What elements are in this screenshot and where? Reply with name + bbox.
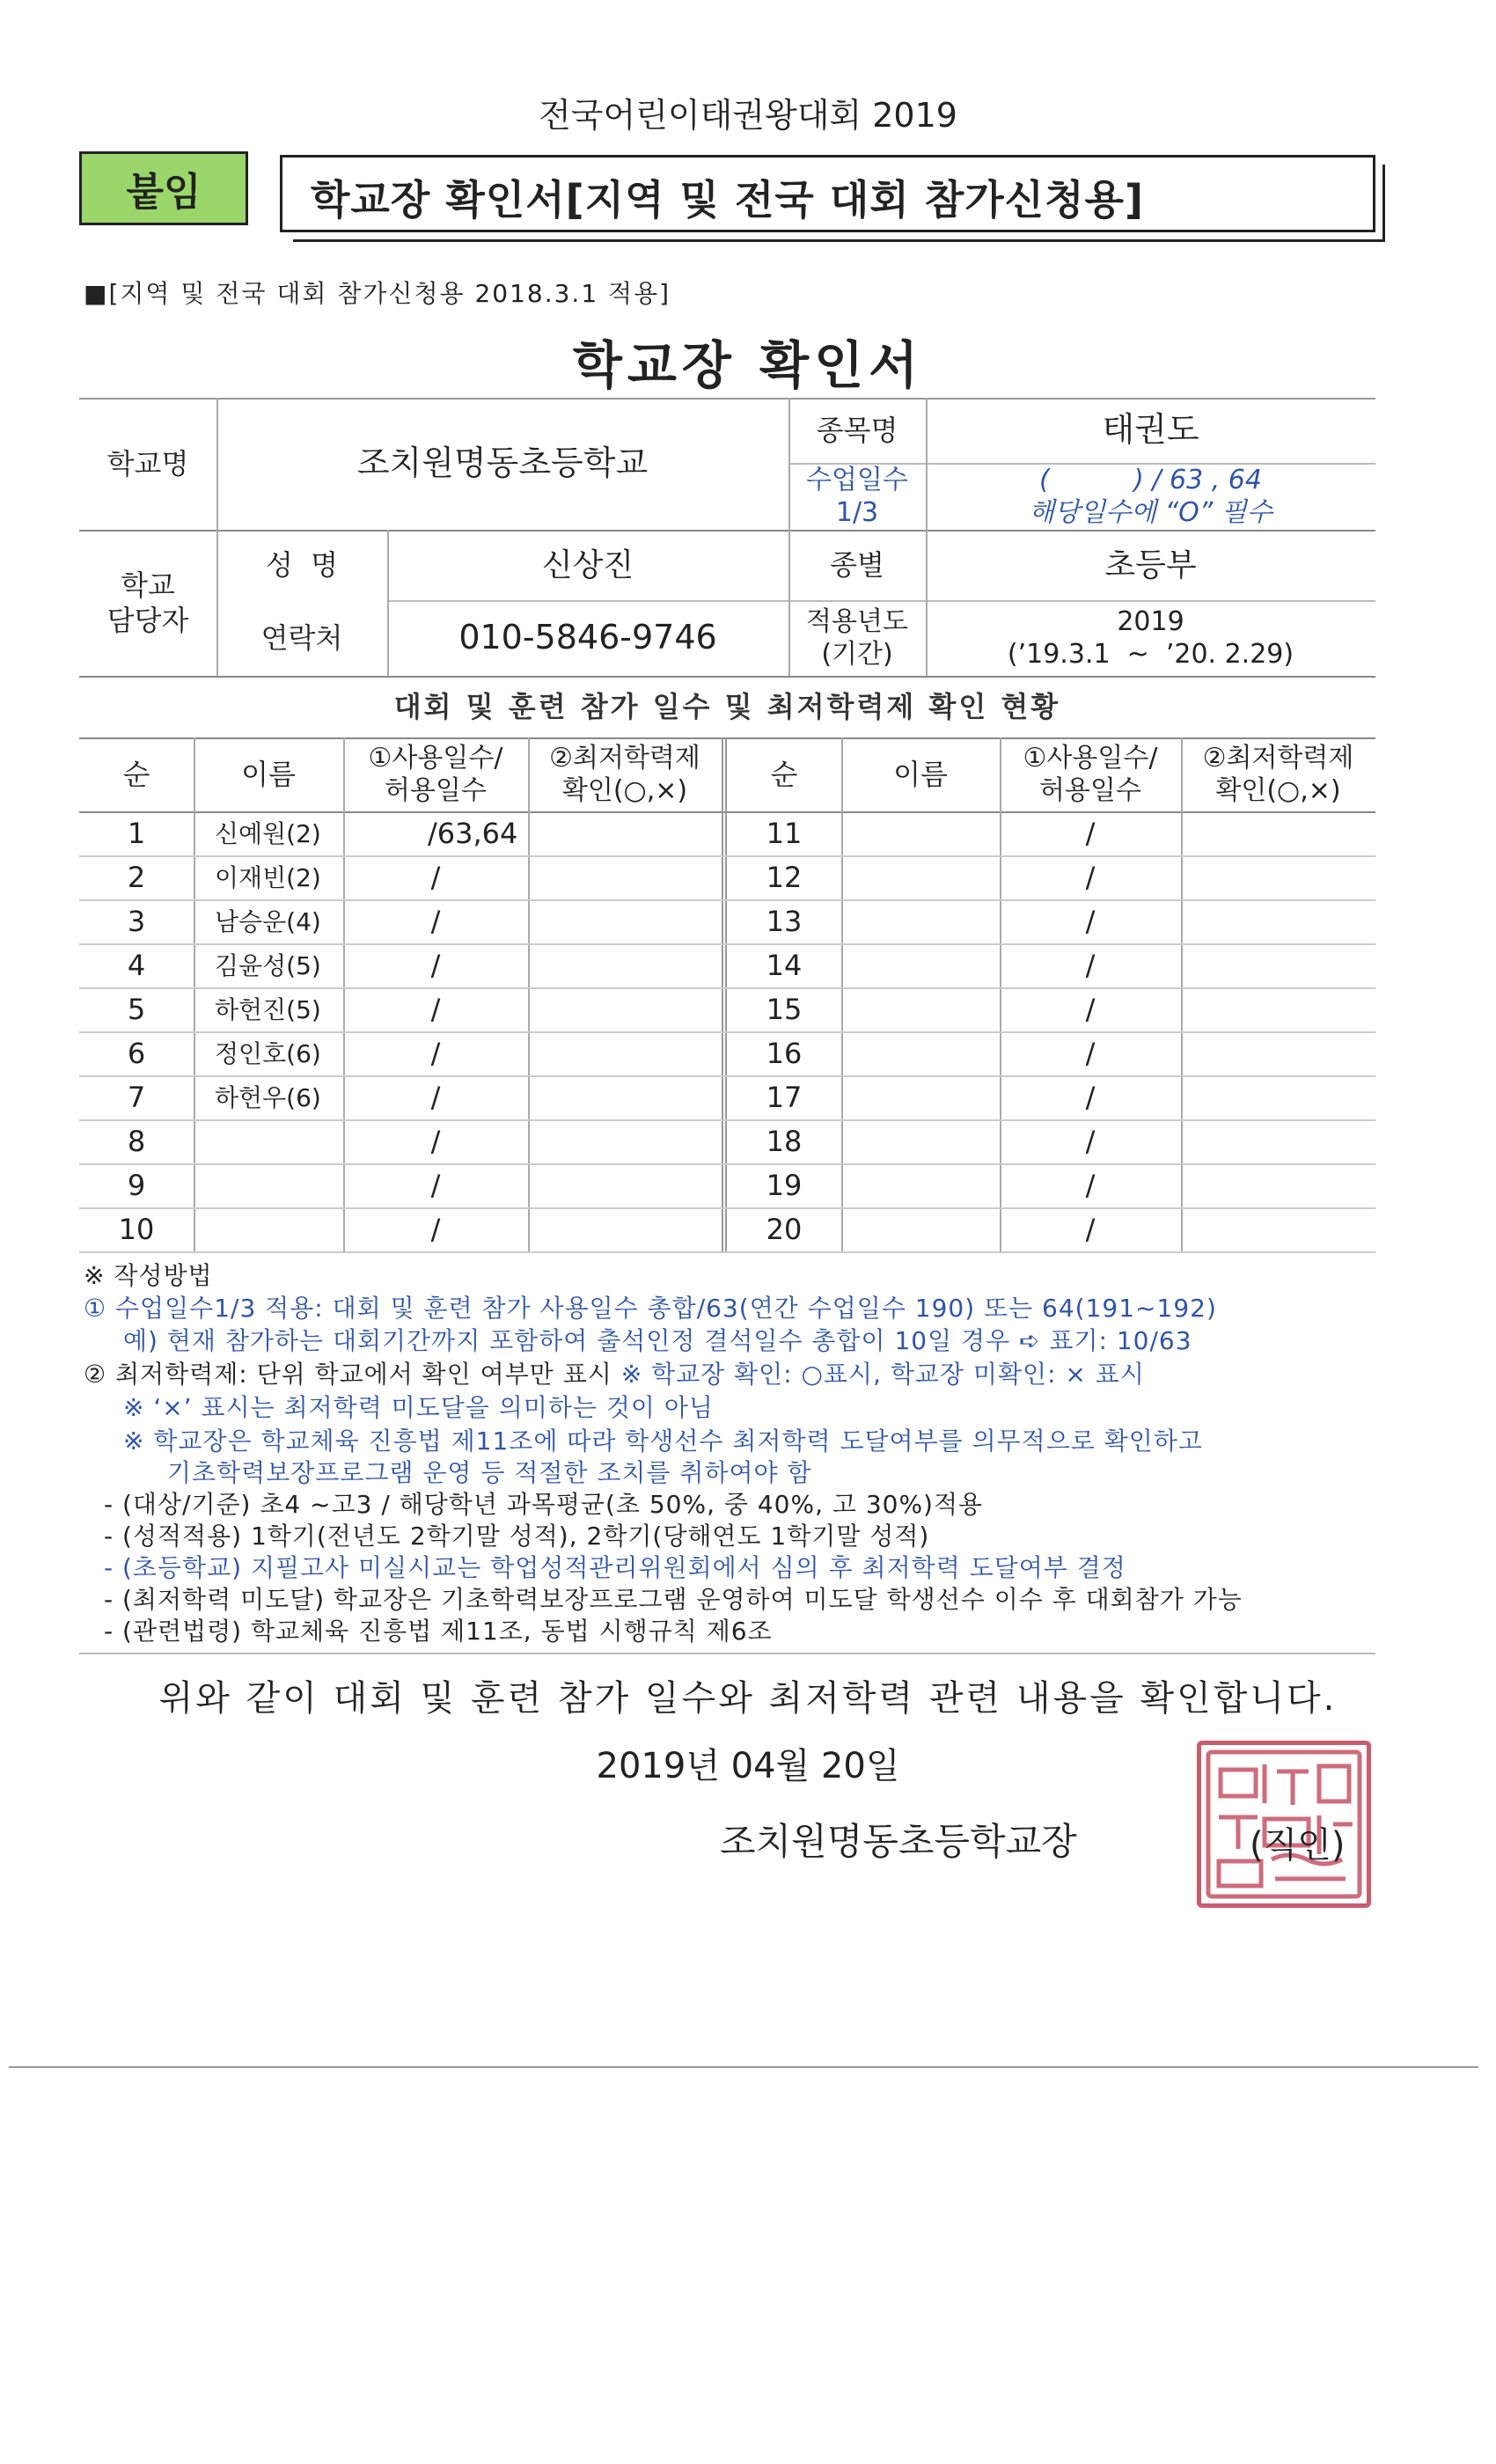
note-1: ① 수업일수1/3 적용: 대회 및 훈련 참가 사용일수 총합/63(연간 수업일수 190) 또는 64(191~192) — [84, 1294, 1217, 1323]
confirm-text: 위와 같이 대회 및 훈련 참가 일수와 최저학력 관련 내용을 확인합니다. — [158, 1678, 1338, 1719]
note-4b: 기초학력보장프로그램 운영 등 적절한 조치를 취하여야 함 — [167, 1458, 812, 1487]
status-cell-days: / — [1085, 993, 1096, 1026]
sport-value: 태권도 — [1102, 410, 1199, 450]
school-label: 학교명 — [106, 447, 189, 480]
status-cell-days: / — [1085, 1213, 1096, 1246]
doc-title: 학교장 확인서 — [572, 335, 924, 395]
col-days-right — [1000, 737, 1181, 811]
doc-reference: ■[지역 및 전국 대회 참가신청용 2018.3.1 적용] — [84, 279, 671, 308]
status-cell-days: / — [1085, 1169, 1096, 1202]
row-divider — [79, 987, 1375, 989]
status-cell-days: / — [1085, 905, 1096, 938]
status-cell-check — [528, 1163, 722, 1207]
status-cell-check — [528, 1119, 722, 1163]
seal-label: (직인) — [1250, 1825, 1346, 1866]
status-cell-name — [841, 855, 1000, 899]
status-cell-check — [528, 943, 722, 987]
status-cell-name — [841, 1075, 1000, 1119]
row-divider — [79, 1075, 1375, 1077]
category-value: 초등부 — [1104, 546, 1197, 583]
status-cell-days: / — [1085, 1081, 1096, 1114]
year-number: 2019 — [1117, 605, 1184, 637]
name-label: 성 명 — [265, 548, 339, 582]
status-cell-no: 11 — [766, 817, 803, 850]
row-divider — [79, 1031, 1375, 1033]
year-range: (’19.3.1 ~ ’20. 2.29) — [1007, 639, 1294, 670]
status-heading: 대회 및 훈련 참가 일수 및 최저학력제 확인 현황 — [393, 690, 1061, 723]
status-cell-name — [194, 1163, 343, 1207]
status-cell-check — [1181, 1119, 1375, 1163]
status-cell-no: 18 — [766, 1125, 803, 1158]
col-no-right: 순 — [770, 758, 798, 791]
status-cell-days: /63,64 — [428, 817, 518, 850]
status-cell-name — [841, 1163, 1000, 1207]
year-label — [788, 600, 926, 676]
row-divider — [79, 1207, 1375, 1209]
status-cell-check — [1181, 811, 1375, 855]
status-cell-no: 14 — [766, 949, 803, 982]
col-check-right — [1181, 737, 1375, 811]
note-4: ※ 학교장은 학교체육 진흥법 제11조에 따라 학생선수 최저학력 도달여부를 의무적으로 확인하고 — [123, 1426, 1203, 1456]
status-cell-check — [528, 1207, 722, 1251]
status-cell-name — [194, 1207, 343, 1251]
note-2a: ② 최저학력제: 단위 학교에서 확인 여부만 표시 — [84, 1360, 621, 1389]
status-cell-days: / — [430, 1081, 441, 1114]
status-cell-name — [841, 987, 1000, 1031]
status-cell-days: / — [430, 1037, 441, 1070]
days-label-line1: 수업일수 — [806, 464, 908, 495]
col-check-line2: 확인(○,×) — [1215, 775, 1341, 806]
status-cell-check — [1181, 1163, 1375, 1207]
row-divider — [79, 899, 1375, 901]
detail-4: - (최저학력 미도달) 학교장은 기초학력보장프로그램 운영하여 미도달 학생선수 이수 후 대회참가 가능 — [104, 1585, 1243, 1614]
status-cell-name: 남승운(4) — [215, 906, 321, 936]
status-cell-no: 10 — [118, 1213, 155, 1246]
status-cell-name — [841, 1119, 1000, 1163]
status-cell-days: / — [430, 993, 441, 1026]
attach-tag: 붙임 — [79, 151, 248, 225]
name-value: 신상진 — [541, 546, 634, 583]
days-fraction: ( ) / 63 , 64 — [1039, 464, 1262, 495]
status-cell-check — [528, 811, 722, 855]
status-cell-no: 8 — [127, 1125, 146, 1158]
row-divider — [79, 1251, 1375, 1253]
status-cell-check — [1181, 987, 1375, 1031]
event-title: 전국어린이태권왕대회 2019 — [539, 96, 957, 135]
status-cell-name — [841, 1031, 1000, 1075]
form-title: 학교장 확인서[지역 및 전국 대회 참가신청용] — [311, 176, 1144, 224]
status-cell-days: / — [430, 861, 441, 894]
col-days-line1: ①사용일수/ — [368, 742, 503, 774]
status-cell-check — [1181, 1031, 1375, 1075]
contact-label-line2: 담당자 — [106, 604, 189, 637]
contact-label — [79, 530, 216, 676]
year-value — [926, 600, 1375, 676]
days-value — [926, 463, 1375, 530]
status-cell-no: 2 — [127, 861, 146, 894]
status-cell-days: / — [1085, 817, 1096, 850]
status-cell-no: 1 — [127, 817, 146, 850]
signer-name: 조치원명동초등학교장 — [720, 1820, 1077, 1863]
status-cell-days: / — [1085, 861, 1096, 894]
status-cell-check — [528, 1075, 722, 1119]
year-label-line1: 적용년도 — [806, 605, 908, 637]
status-cell-no: 16 — [766, 1037, 803, 1070]
days-note: 해당일수에 “O” 필수 — [1029, 497, 1272, 528]
status-cell-no: 17 — [766, 1081, 803, 1114]
status-cell-name — [841, 811, 1000, 855]
status-cell-name: 김윤성(5) — [215, 950, 321, 980]
detail-2: - (성적적용) 1학기(전년도 2학기말 성적), 2학기(당해연도 1학기말 성적) — [104, 1522, 930, 1551]
col-check-line1: ②최저학력제 — [1202, 742, 1354, 774]
status-cell-check — [528, 987, 722, 1031]
category-label: 종별 — [830, 548, 884, 582]
note-1b: 예) 현재 참가하는 대회기간까지 포함하여 출석인정 결석일수 총합이 10일 경우 ➪ 표기: 10/63 — [123, 1326, 1192, 1355]
status-cell-days: / — [1085, 1125, 1096, 1158]
page-bottom-rule — [9, 2066, 1478, 2068]
row-divider — [79, 855, 1375, 857]
status-cell-no: 20 — [766, 1213, 803, 1246]
status-cell-no: 6 — [127, 1037, 146, 1070]
status-cell-no: 13 — [766, 905, 803, 938]
col-check-left — [528, 737, 722, 811]
col-days-line2: 허용일수 — [1039, 775, 1141, 806]
col-check-line2: 확인(○,×) — [561, 775, 688, 806]
status-cell-name: 정인호(6) — [215, 1038, 321, 1068]
col-no-left: 순 — [122, 758, 150, 791]
status-cell-no: 15 — [766, 993, 803, 1026]
status-cell-days: / — [430, 905, 441, 938]
status-cell-days: / — [1085, 1037, 1096, 1070]
status-cell-days: / — [430, 1169, 441, 1202]
col-name-left: 이름 — [241, 758, 296, 791]
detail-5: - (관련법령) 학교체육 진흥법 제11조, 동법 시행규칙 제6조 — [104, 1617, 773, 1646]
status-cell-days: / — [430, 1213, 441, 1246]
form-header-box — [280, 155, 1375, 232]
col-days-line2: 허용일수 — [385, 775, 487, 806]
status-cell-check — [1181, 1075, 1375, 1119]
detail-3: - (초등학교) 지필고사 미실시교는 학업성적관리위원회에서 심의 후 최저학력 도달여부 결정 — [104, 1553, 1126, 1582]
status-cell-no: 9 — [127, 1169, 146, 1202]
status-cell-days: / — [430, 1125, 441, 1158]
status-cell-check — [1181, 899, 1375, 943]
confirm-date: 2019년 04월 20일 — [596, 1746, 900, 1786]
row-divider — [79, 1119, 1375, 1121]
status-cell-days: / — [430, 949, 441, 982]
status-cell-no: 12 — [766, 861, 803, 894]
status-cell-name: 하헌진(5) — [215, 994, 321, 1024]
note-3: ※ ‘×’ 표시는 최저학력 미도달을 의미하는 것이 아님 — [123, 1393, 714, 1422]
notes-heading: ※ 작성방법 — [84, 1261, 213, 1290]
col-days-left — [343, 737, 528, 811]
col-days-line1: ①사용일수/ — [1023, 742, 1158, 774]
status-cell-check — [1181, 943, 1375, 987]
row-divider — [79, 943, 1375, 945]
status-cell-name: 신예원(2) — [215, 818, 321, 848]
status-cell-no: 3 — [127, 905, 146, 938]
status-cell-name: 하헌우(6) — [215, 1082, 321, 1112]
status-cell-name — [841, 899, 1000, 943]
status-cell-check — [528, 855, 722, 899]
status-cell-name: 이재빈(2) — [215, 862, 321, 892]
col-check-line1: ②최저학력제 — [549, 742, 700, 774]
detail-1: - (대상/기준) 초4 ~고3 / 해당학년 과목평균(초 50%, 중 40%, 고 30%)적용 — [104, 1490, 984, 1519]
status-cell-days: / — [1085, 949, 1096, 982]
col-name-right: 이름 — [893, 758, 948, 791]
year-label-line2: (기간) — [821, 639, 893, 670]
row-divider — [79, 1163, 1375, 1165]
note-2b: ※ 학교장 확인: ○표시, 학교장 미확인: × 표시 — [620, 1360, 1145, 1389]
status-cell-check — [1181, 855, 1375, 899]
contact-label-line1: 학교 — [121, 568, 175, 602]
sport-label: 종목명 — [816, 414, 898, 447]
status-cell-check — [528, 1031, 722, 1075]
days-label — [788, 463, 926, 530]
status-cell-check — [528, 899, 722, 943]
status-cell-no: 5 — [127, 993, 146, 1026]
school-value: 조치원명동초등학교 — [356, 444, 649, 483]
status-cell-name — [841, 943, 1000, 987]
phone-label: 연락처 — [260, 621, 343, 655]
status-cell-check — [1181, 1207, 1375, 1251]
status-cell-no: 7 — [127, 1081, 146, 1114]
status-cell-no: 19 — [766, 1169, 803, 1202]
status-cell-no: 4 — [127, 949, 146, 982]
phone-value: 010-5846-9746 — [458, 618, 717, 657]
note-2 — [84, 1355, 1145, 1390]
days-label-line2: 1/3 — [835, 497, 879, 528]
status-cell-name — [194, 1119, 343, 1163]
status-cell-name — [841, 1207, 1000, 1251]
